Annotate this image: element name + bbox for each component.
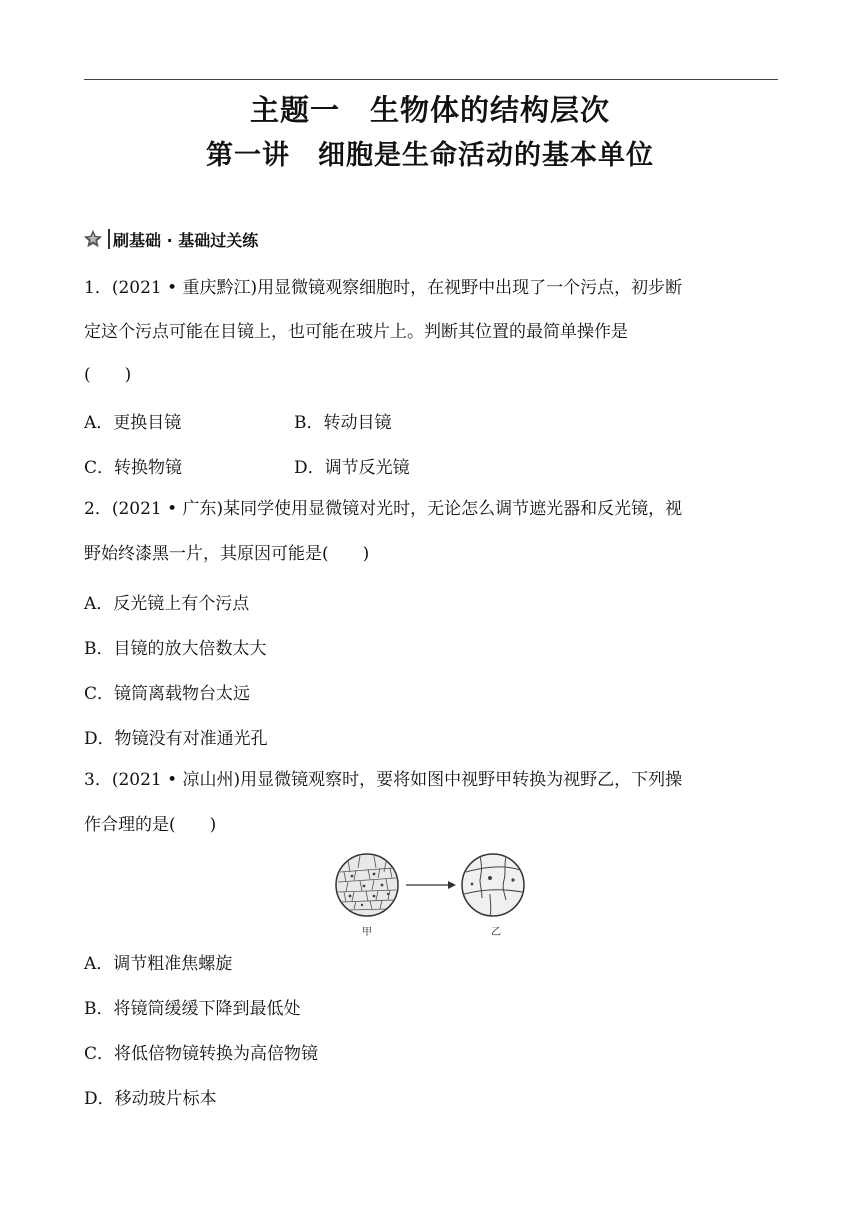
question-3-line-1: 3．(2021 • 凉山州)用显微镜观察时，要将如图中视野甲转换为视野乙，下列操 <box>84 770 683 790</box>
question-1-option-b[interactable]: B．转动目镜 <box>294 413 392 433</box>
question-1-option-c[interactable]: C．转换物镜 <box>84 458 183 478</box>
caption-jia: 甲 <box>362 927 372 938</box>
question-1-line-2: 定这个污点可能在目镜上，也可能在玻片上。判断其位置的最简单操作是 <box>84 322 628 342</box>
question-1-line-1: 1．(2021 • 重庆黔江)用显微镜观察细胞时，在视野中出现了一个污点，初步断 <box>84 278 683 298</box>
section-label: 刷基础 · 基础过关练 <box>113 230 259 250</box>
field-jia-image <box>336 854 398 916</box>
question-1-line-3: ( ) <box>84 365 132 385</box>
question-3-option-a[interactable]: A．调节粗准焦螺旋 <box>84 954 233 974</box>
caption-yi: 乙 <box>491 927 501 938</box>
question-3-option-c[interactable]: C．将低倍物镜转换为高倍物镜 <box>84 1044 319 1064</box>
microscope-field-figure <box>330 850 530 940</box>
theme-title: 主题一 生物体的结构层次 <box>249 93 610 127</box>
field-yi-image <box>462 854 524 916</box>
question-1-option-d[interactable]: D．调节反光镜 <box>294 458 410 478</box>
section-heading <box>82 226 258 252</box>
question-3-option-d[interactable]: D．移动玻片标本 <box>84 1089 217 1109</box>
question-3-line-2: 作合理的是( ) <box>84 815 217 835</box>
arrow-icon <box>406 881 456 889</box>
lecture-title: 第一讲 细胞是生命活动的基本单位 <box>206 140 654 171</box>
header-rule <box>84 79 778 80</box>
star-icon <box>82 228 104 250</box>
question-2-option-d[interactable]: D．物镜没有对准通光孔 <box>84 729 268 749</box>
question-1-option-a[interactable]: A．更换目镜 <box>84 413 182 433</box>
question-3-option-b[interactable]: B．将镜筒缓缓下降到最低处 <box>84 999 301 1019</box>
question-2-line-1: 2．(2021 • 广东)某同学使用显微镜对光时，无论怎么调节遮光器和反光镜，视 <box>84 499 683 519</box>
section-bar <box>108 229 110 249</box>
question-2-option-c[interactable]: C．镜筒离载物台太远 <box>84 684 251 704</box>
question-2-option-b[interactable]: B．目镜的放大倍数太大 <box>84 639 267 659</box>
question-2-option-a[interactable]: A．反光镜上有个污点 <box>84 594 250 614</box>
question-2-line-2: 野始终漆黑一片，其原因可能是( ) <box>84 544 370 564</box>
